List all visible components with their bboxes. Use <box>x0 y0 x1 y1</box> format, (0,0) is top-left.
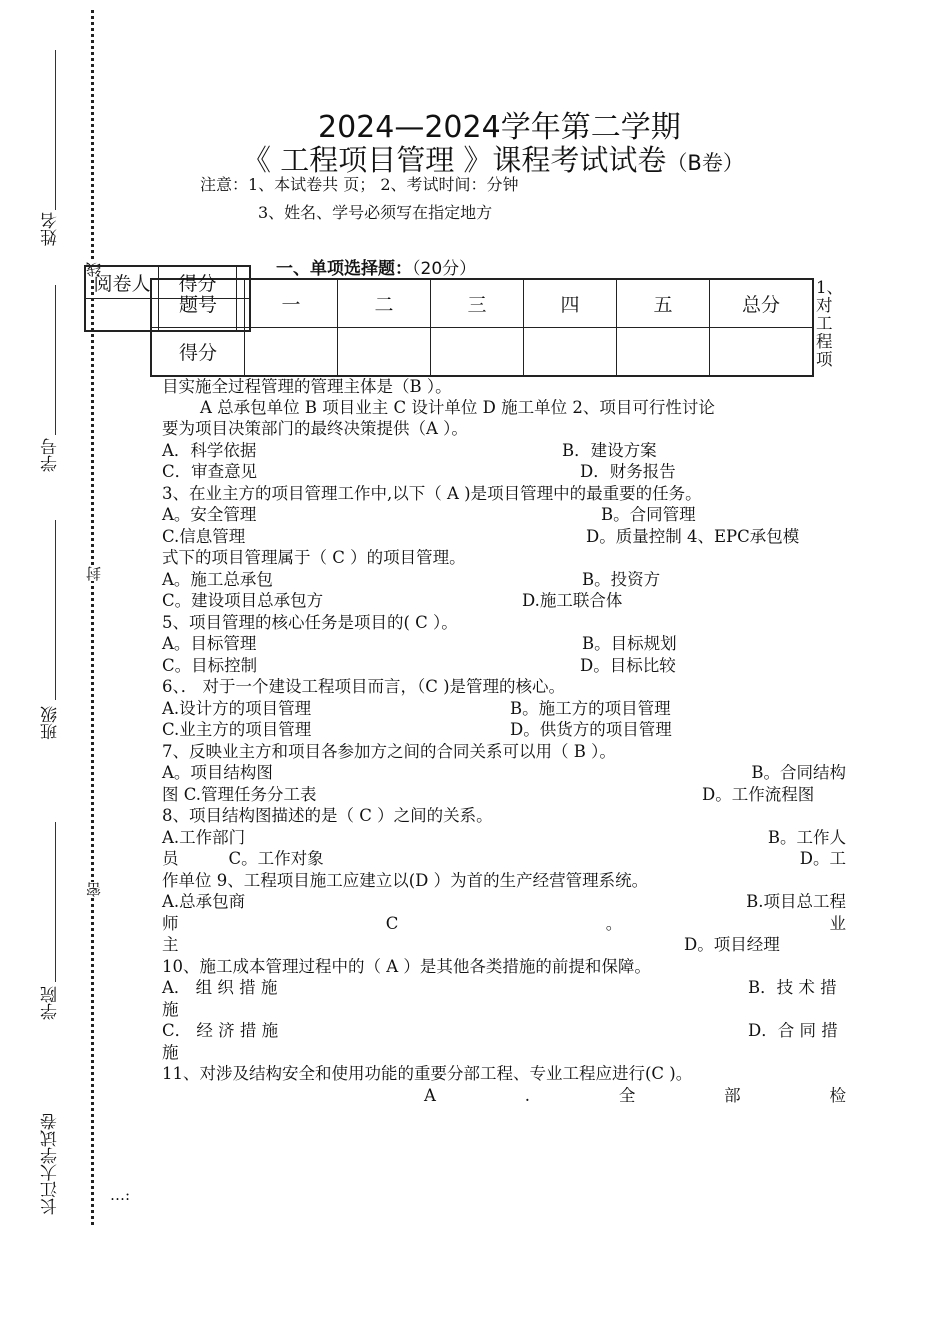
option-d: D.施工联合体 <box>522 591 623 610</box>
justified-line <box>162 762 846 784</box>
justified-char: 承 <box>195 892 213 911</box>
class-underline <box>55 520 56 700</box>
justified-char: 作 <box>274 849 291 868</box>
justified-char: 检 <box>829 1086 846 1105</box>
reviewer-sign-cell[interactable] <box>85 299 159 332</box>
score-header-cell: 一 <box>245 279 338 328</box>
justified-char: A. <box>162 892 180 911</box>
class-label: 班级 <box>41 706 61 740</box>
justified-char: 全 <box>618 1086 636 1105</box>
justified-char: 构 <box>239 763 257 782</box>
justified-char: 人 <box>829 828 846 847</box>
exam-note-1: 注意：1、本试卷共 页； 2、考试时间：分钟 <box>200 175 519 194</box>
option-d: D．合 同 措 <box>748 1021 838 1040</box>
option-c: C.信息管理 <box>162 527 246 546</box>
justified-char: 门 <box>228 828 246 847</box>
justified-char: 工 <box>813 892 830 911</box>
score-header-cell: 三 <box>431 279 524 328</box>
score-header-cell: 二 <box>338 279 431 328</box>
option-d: D．财务报告 <box>580 462 676 481</box>
score-header-cell: 总分 <box>710 279 814 328</box>
justified-line <box>162 891 846 913</box>
seal-secret-mark: 密 <box>85 882 103 897</box>
q1-char: 1、 <box>816 278 843 297</box>
option-a: A。目标管理 <box>162 634 257 653</box>
justified-char: 。 <box>780 828 797 847</box>
option-a: A．科学依据 <box>162 441 257 460</box>
exam-title-line1: 2024—2024学年第二学期 <box>318 110 681 145</box>
justified-line <box>162 827 846 849</box>
justified-char: 作 <box>195 828 213 847</box>
reviewer-score-label: 得分 <box>159 266 237 299</box>
option-b: B。目标规划 <box>582 634 677 653</box>
justified-char: 部 <box>724 1086 741 1105</box>
q1-char: 项 <box>816 350 833 369</box>
question-line: 施 <box>162 1043 179 1062</box>
option-d: D。目标比较 <box>580 656 676 675</box>
reviewer-box <box>84 265 251 332</box>
justified-char: 工 <box>829 849 846 868</box>
justified-char: B <box>767 828 780 847</box>
q1-vertical-start <box>816 278 843 369</box>
justified-char: 部 <box>212 828 229 847</box>
justified-char: 工 <box>796 828 813 847</box>
option-d: D。供货方的项目管理 <box>510 720 672 739</box>
justified-char: 包 <box>212 892 229 911</box>
question-line: 3、在业主方的项目管理工作中,以下（ A )是项目管理中的最重要的任务。 <box>162 484 702 503</box>
binding-dotted-line <box>91 10 94 1225</box>
justified-char: 结 <box>223 763 240 782</box>
id-label: 学号 <box>41 438 61 472</box>
q1-char: 对 <box>816 296 833 315</box>
score-cell[interactable] <box>617 328 710 377</box>
justified-char: 同 <box>796 763 813 782</box>
score-cell[interactable] <box>524 328 617 377</box>
sidebar-dots: …: <box>110 1186 131 1204</box>
justified-line <box>162 848 846 870</box>
question-line: 8、项目结构图描述的是（ C ）之间的关系。 <box>162 806 493 825</box>
option-c: C．审查意见 <box>162 462 258 481</box>
justified-char: 总 <box>796 892 813 911</box>
option-d: D。项目经理 <box>684 935 780 954</box>
option-c: C。目标控制 <box>162 656 258 675</box>
justified-char: 结 <box>813 763 830 782</box>
exam-note-2: 3、姓名、学号必须写在指定地方 <box>258 203 493 222</box>
score-cell[interactable] <box>710 328 814 377</box>
option-b: B。施工方的项目管理 <box>510 699 671 718</box>
justified-char: 作 <box>813 828 830 847</box>
section-heading <box>276 254 476 279</box>
justified-char: 构 <box>829 763 846 782</box>
score-table-score-row <box>151 328 813 377</box>
justified-char: C <box>385 914 399 933</box>
justified-char: 目 <box>780 892 797 911</box>
justified-char: C <box>228 849 242 868</box>
justified-char: 象 <box>307 849 324 868</box>
question-line: 图 C.管理任务分工表 <box>162 785 317 804</box>
question-line: 10、施工成本管理过程中的（ A ）是其他各类措施的前提和保障。 <box>162 957 651 976</box>
section-points: （20分） <box>412 259 477 279</box>
justified-char: D <box>799 849 813 868</box>
score-cell[interactable] <box>431 328 524 377</box>
question-line: A 总承包单位 B 项目业主 C 设计单位 D 施工单位 2、项目可行性讨论 <box>200 398 715 417</box>
id-underline <box>55 285 56 435</box>
justified-char: 。 <box>763 763 780 782</box>
question-line: 6、． 对于一个建设工程项目而言，（C )是管理的核心。 <box>162 677 566 696</box>
reviewer-label: 阅卷人 <box>85 266 159 299</box>
question-line: 主 <box>162 935 179 954</box>
option-c: C。建设项目总承包方 <box>162 591 324 610</box>
option-b: B．建设方案 <box>562 441 657 460</box>
option-b: B。合同管理 <box>601 505 696 524</box>
name-label: 姓名 <box>41 212 61 246</box>
justified-char: A <box>424 1086 436 1105</box>
justified-char: A. <box>162 828 180 847</box>
justified-char: 工 <box>257 849 275 868</box>
option-d: D。工作流程图 <box>702 785 815 804</box>
justified-char: 。 <box>173 763 191 782</box>
justified-line <box>162 913 846 935</box>
college-label: 学院 <box>41 986 61 1020</box>
question-line: 7、反映业主方和项目各参加方之间的合同关系可以用（ B ）。 <box>162 742 616 761</box>
justified-char: 目 <box>206 763 224 782</box>
question-line: 作单位 9、工程项目施工应建立以(D ）为首的生产经营管理系统。 <box>162 871 649 890</box>
justified-char: 程 <box>829 892 846 911</box>
reviewer-score-cell[interactable] <box>159 299 237 332</box>
justified-char: 合 <box>780 763 797 782</box>
course-title: 《 工程项目管理 》课程考试试卷 <box>242 143 667 177</box>
score-cell[interactable] <box>245 328 338 377</box>
option-c: C.业主方的项目管理 <box>162 720 312 739</box>
option-a: A.设计方的项目管理 <box>162 699 312 718</box>
option-b: B。投资方 <box>582 570 661 589</box>
justified-char: B <box>751 763 764 782</box>
paper-version: （B卷） <box>666 151 744 175</box>
seal-line-mark: 线 <box>85 262 103 277</box>
justified-char: 商 <box>228 892 246 911</box>
school-label: 长江大学试卷 <box>41 1113 61 1215</box>
justified-char: 项 <box>190 763 207 782</box>
college-underline <box>55 822 56 982</box>
option-a: A。施工总承包 <box>162 570 273 589</box>
option-b: B．技 术 措 <box>748 978 837 997</box>
seal-seal-mark: 封 <box>85 566 103 581</box>
question-line: 5、项目管理的核心任务是项目的( C ）。 <box>162 613 458 632</box>
q1-char: 工 <box>816 314 833 333</box>
justified-char: B. <box>746 892 764 911</box>
section-title: 一、单项选择题： <box>276 259 412 279</box>
justified-char: 业 <box>829 914 846 933</box>
question-line: 施 <box>162 1000 179 1019</box>
question-line: 要为项目决策部门的最终决策提供（A ）。 <box>162 419 468 438</box>
justified-char: 总 <box>179 892 196 911</box>
question-line: 11、对涉及结构安全和使用功能的重要分部工程、专业工程应进行(C )。 <box>162 1064 693 1083</box>
name-underline <box>55 50 56 210</box>
reviewer-blank <box>237 266 251 299</box>
justified-line <box>424 1085 846 1107</box>
q1-char: 程 <box>816 332 833 351</box>
option-a: A。安全管理 <box>162 505 257 524</box>
justified-char: 。 <box>241 849 258 868</box>
option-c: C． 经 济 措 施 <box>162 1021 279 1040</box>
score-header-cell: 五 <box>617 279 710 328</box>
justified-char: 对 <box>290 849 308 868</box>
justified-char: 。 <box>813 849 830 868</box>
justified-char: 员 <box>162 849 179 868</box>
justified-char: 工 <box>179 828 196 847</box>
justified-char: 图 <box>256 763 273 782</box>
question-line: 目实施全过程管理的管理主体是（B ）。 <box>162 377 452 396</box>
justified-char: A <box>162 763 174 782</box>
score-cell[interactable] <box>338 328 431 377</box>
option-d: D。质量控制 4、EPC承包模 <box>586 527 800 546</box>
score-row-label: 得分 <box>151 328 245 377</box>
question-line: 式下的项目管理属于（ C ）的项目管理。 <box>162 548 466 567</box>
justified-char: . <box>524 1086 530 1105</box>
justified-char: 师 <box>162 914 179 933</box>
score-header-cell: 四 <box>524 279 617 328</box>
justified-char: 项 <box>763 892 780 911</box>
reviewer-blank <box>237 299 251 332</box>
justified-char: 。 <box>605 914 623 933</box>
option-a: A． 组 织 措 施 <box>162 978 278 997</box>
score-header-cell: 题号 <box>151 279 245 328</box>
